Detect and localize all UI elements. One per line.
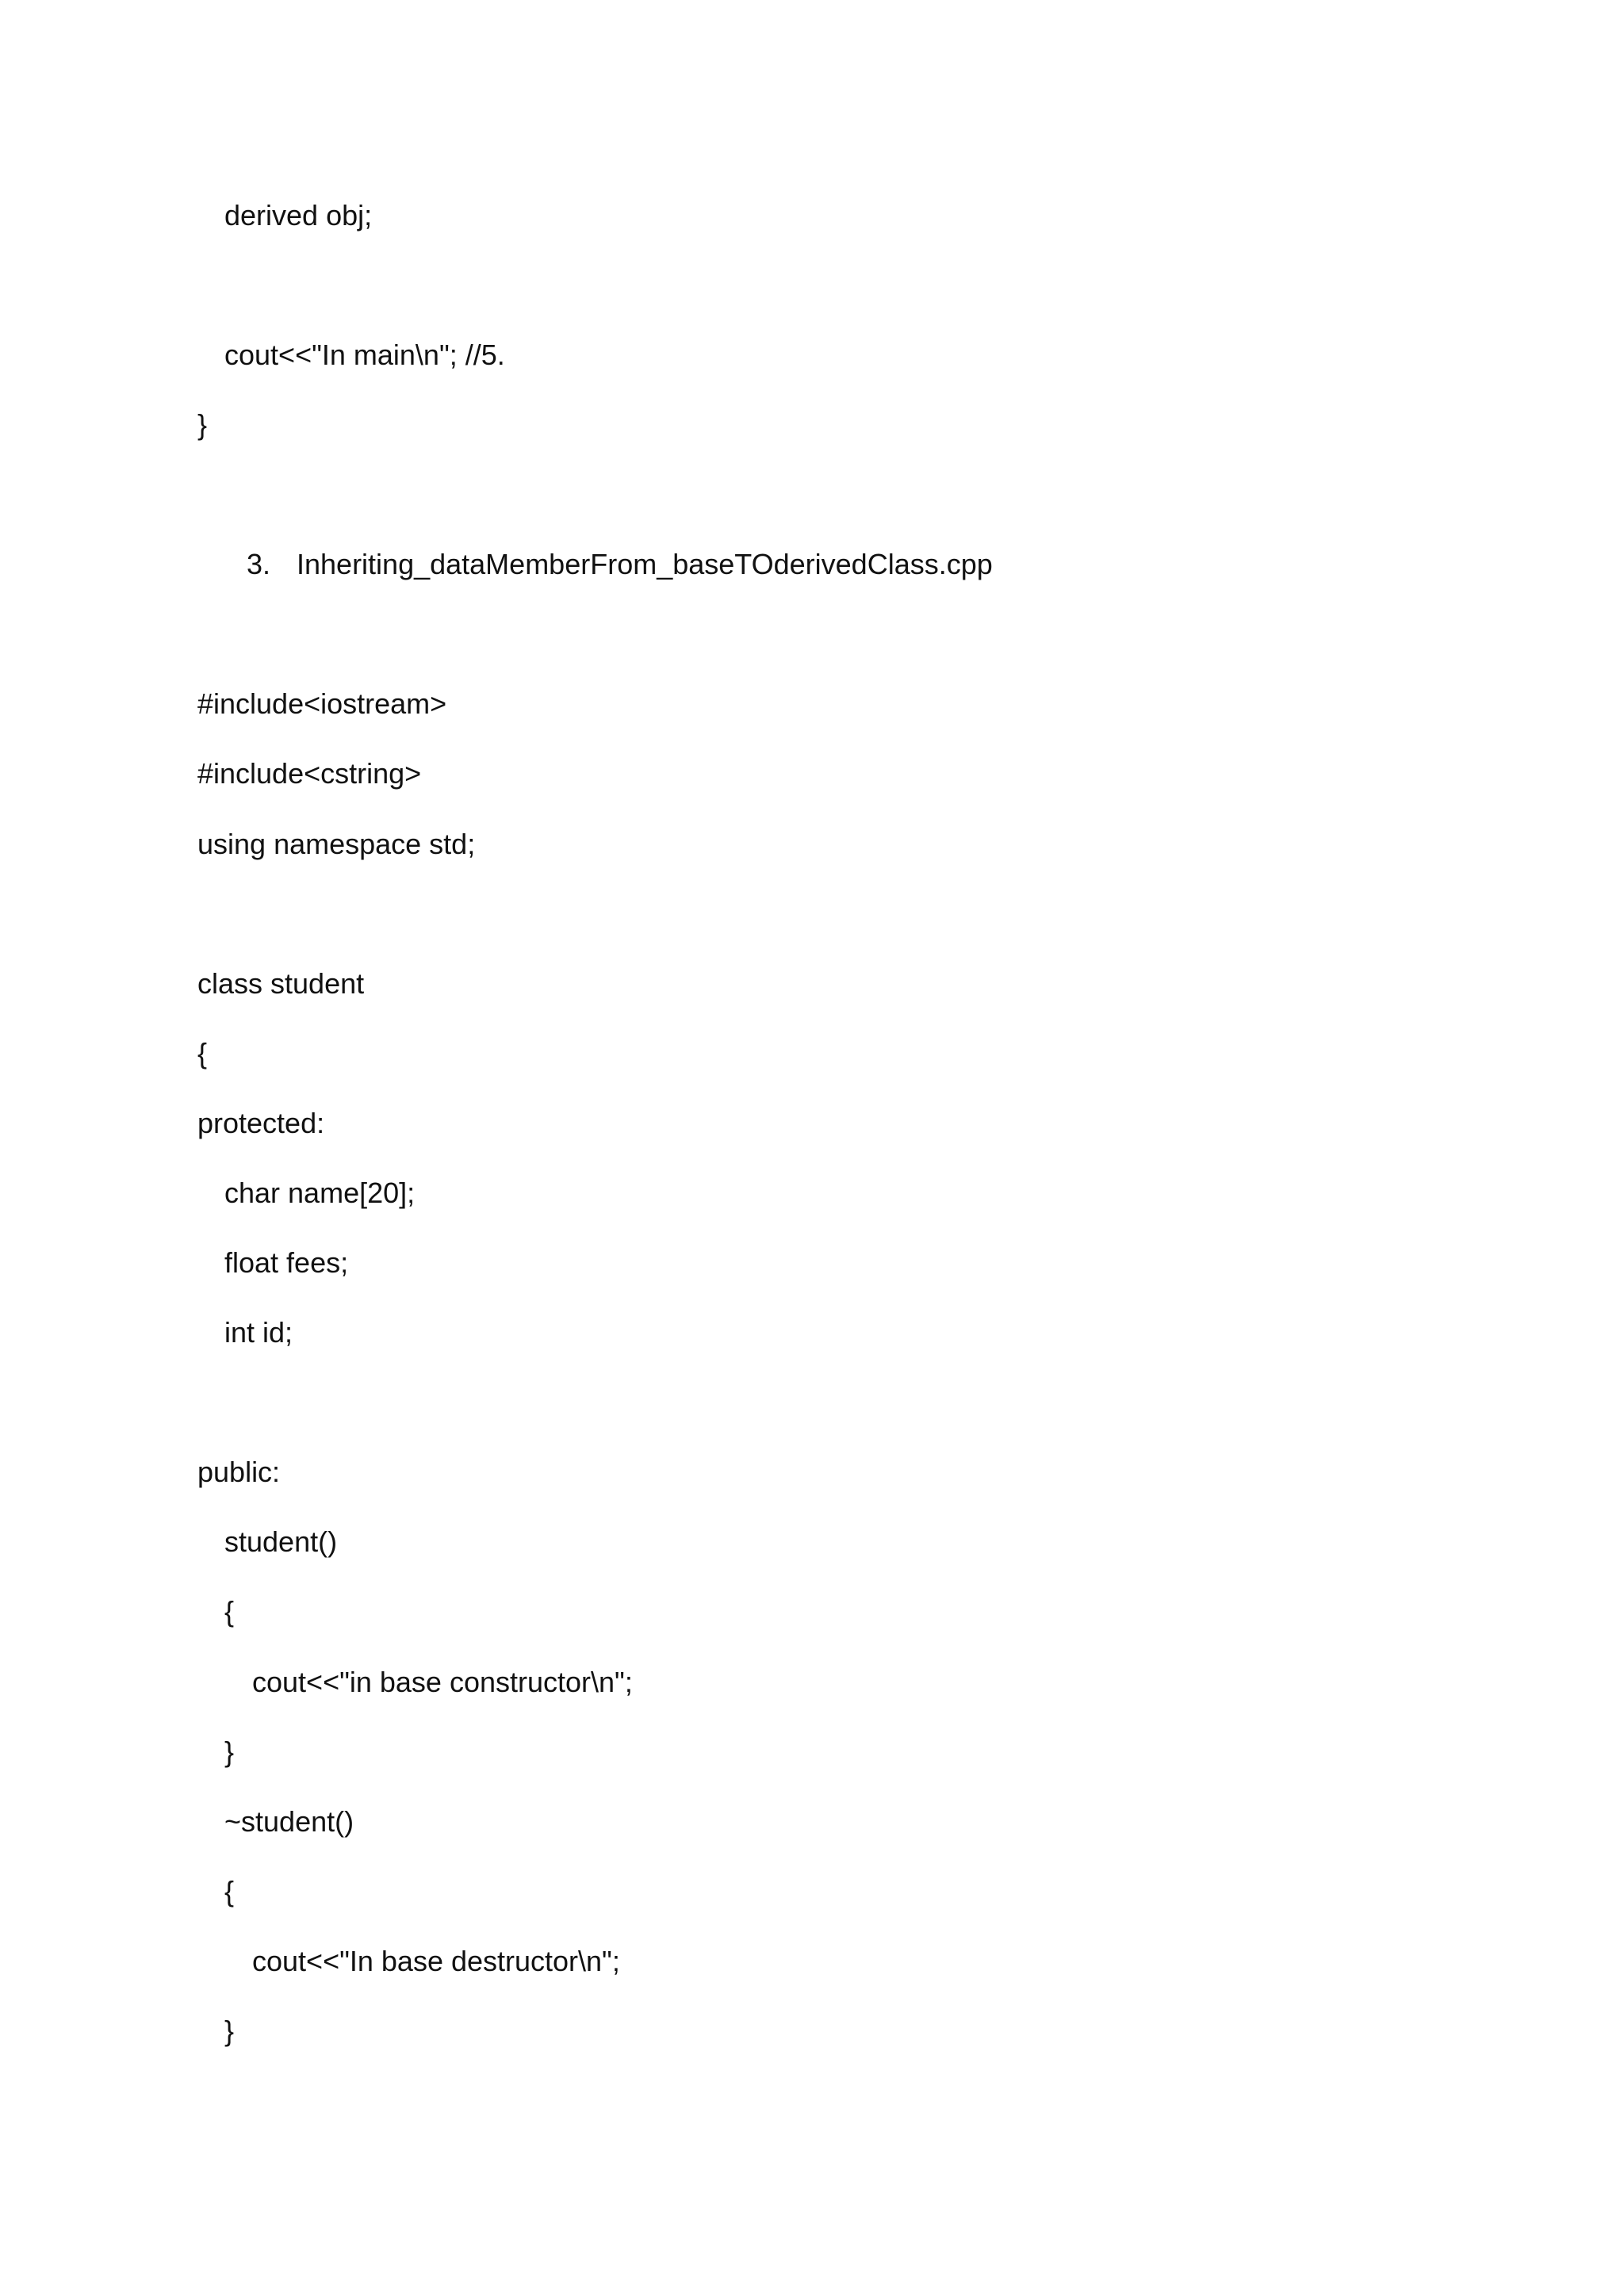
code-line: int id; [224,1316,293,1349]
code-line: ~student() [224,1805,354,1838]
file-heading: Inheriting_dataMemberFrom_baseTOderivedClass.cpp [297,548,993,580]
code-line: { [224,1595,235,1628]
code-line: cout<<"in base constructor\n"; [252,1666,633,1698]
code-line: cout<<"In main\n"; //5. [224,339,505,371]
code-line: } [224,1735,235,1768]
code-line: public: [197,1456,281,1488]
code-line: } [197,408,208,441]
code-line: float fees; [224,1246,349,1279]
code-line: derived obj; [224,199,373,232]
list-number: 3. [247,548,271,580]
code-line: class student [197,967,365,1000]
code-line: } [224,2015,235,2047]
code-line: { [197,1037,208,1070]
code-line: char name[20]; [224,1177,416,1209]
code-line: using namespace std; [197,828,476,860]
code-line: #include<cstring> [197,757,422,790]
code-line: student() [224,1525,338,1558]
code-line: protected: [197,1107,325,1139]
code-line: cout<<"In base destructor\n"; [252,1945,620,1977]
code-line: #include<iostream> [197,687,447,720]
code-line: { [224,1875,235,1908]
